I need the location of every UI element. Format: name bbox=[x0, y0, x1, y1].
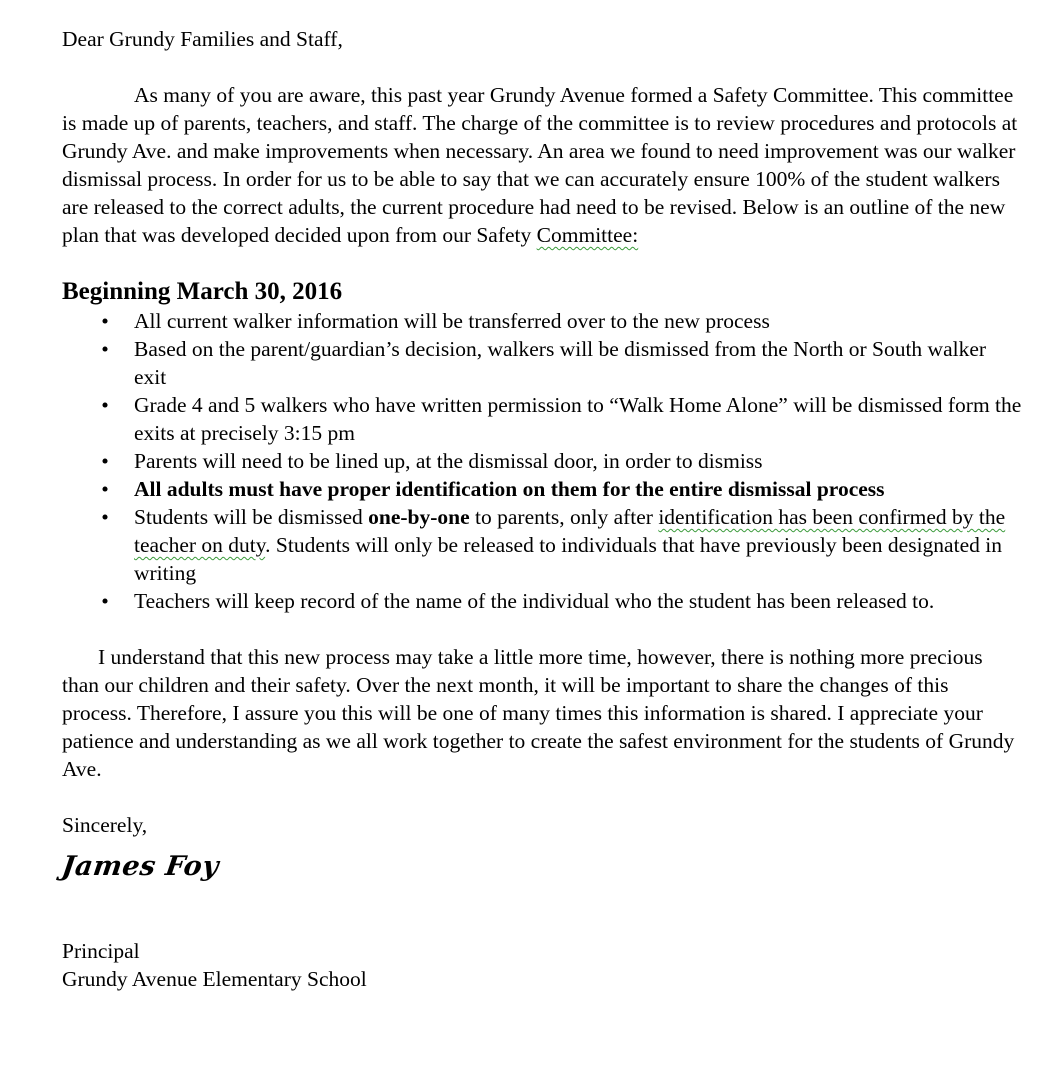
bullet-icon: • bbox=[101, 393, 109, 417]
list-item bbox=[62, 447, 1022, 475]
list-item bbox=[62, 307, 1022, 335]
bullet-icon: • bbox=[101, 505, 109, 529]
list-item-text: All current walker information will be transferred over to the new process bbox=[134, 309, 770, 333]
list-item-text: All adults must have proper identification on them for the entire dismissal process bbox=[134, 477, 885, 501]
procedure-list bbox=[62, 307, 1022, 615]
spellcheck-word: Committee: bbox=[536, 223, 639, 247]
school-name: Grundy Avenue Elementary School bbox=[62, 967, 367, 991]
list-item-text: Grade 4 and 5 walkers who have written permission to “Walk Home Alone” will be dismissed form the exits at precisely 3:15 pm bbox=[134, 393, 1022, 445]
greeting: Dear Grundy Families and Staff, bbox=[62, 27, 343, 51]
list-item-text: Teachers will keep record of the name of the individual who the student has been released to. bbox=[134, 589, 935, 613]
list-item-text: Parents will need to be lined up, at the dismissal door, in order to dismiss bbox=[134, 449, 763, 473]
signer-title: Principal bbox=[62, 939, 140, 963]
intro-paragraph bbox=[62, 81, 1022, 249]
bullet-icon: • bbox=[101, 589, 109, 613]
list-item-text: Based on the parent/guardian’s decision, walkers will be dismissed from the North or South walker exit bbox=[134, 337, 987, 389]
list-item bbox=[62, 335, 1022, 391]
bullet-icon: • bbox=[101, 477, 109, 501]
list-item bbox=[62, 503, 1022, 587]
bullet-icon: • bbox=[101, 309, 109, 333]
signature: James Foy bbox=[59, 851, 221, 882]
spellcheck-phrase: identification has been confirmed by the teacher on duty bbox=[134, 505, 1006, 557]
bullet-icon: • bbox=[101, 449, 109, 473]
list-item-text: to parents, only after bbox=[469, 505, 659, 529]
list-item bbox=[62, 475, 1022, 503]
section-heading: Beginning March 30, 2016 bbox=[62, 278, 343, 305]
intro-text: As many of you are aware, this past year Grundy Avenue formed a Safety Committee. This committee is made up of parents, teachers, and staff. The charge of the committee is to review procedures and protocols at Grundy Ave. and make improvements when necessary. An area we found to need improvement was our walker dismissal process. In order for us to be able to say that we can accurately ensure 100% of the student walkers are released to the correct adults, the current procedure had need to be revised. Below is an outline of the new plan that was developed decided upon from our Safety bbox=[62, 83, 1018, 247]
letter-body bbox=[59, 25, 1022, 993]
list-item-text: Students will be dismissed bbox=[134, 505, 369, 529]
list-item-text: . Students will only be released to individuals that have previously been designated in writing bbox=[134, 533, 1002, 585]
emphasis-text: one-by-one bbox=[368, 505, 470, 529]
sign-off: Sincerely, bbox=[62, 813, 148, 837]
bullet-icon: • bbox=[101, 337, 109, 361]
closing-paragraph: I understand that this new process may take a little more time, however, there is nothing more precious than our children and their safety. Over the next month, it will be important to share the changes of this process. Therefore, I assure you this will be one of many times this information is shared. I appreciate your patience and understanding as we all work together to create the safest environment for the students of Grundy Ave. bbox=[62, 645, 1015, 781]
list-item bbox=[62, 391, 1022, 447]
list-item bbox=[62, 587, 1022, 615]
